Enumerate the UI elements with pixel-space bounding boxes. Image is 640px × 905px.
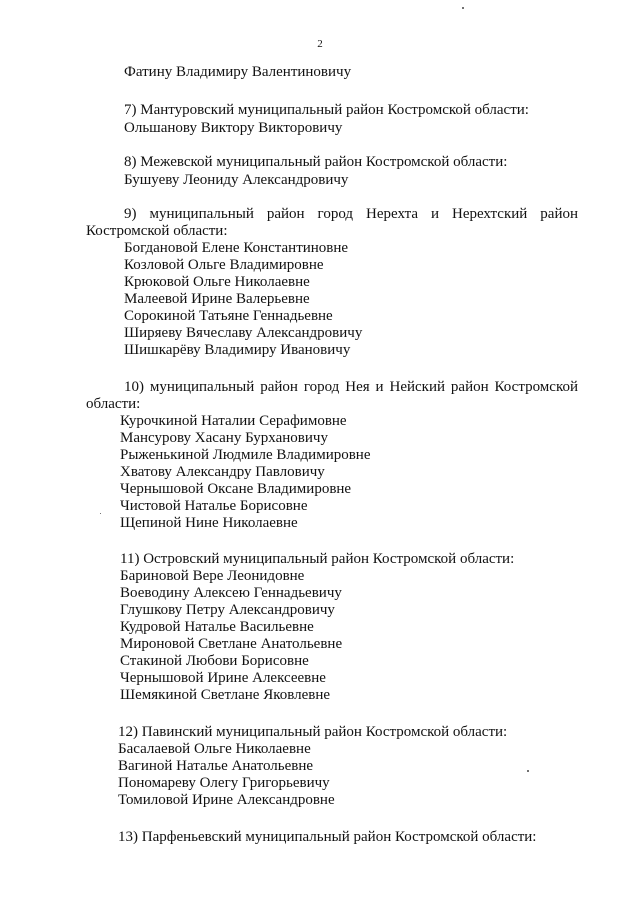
recipient-line: Шишкарёву Владимиру Ивановичу bbox=[124, 342, 351, 358]
recipient-line: Чернышовой Оксане Владимировне bbox=[120, 481, 352, 497]
district-heading: 8) Межевской муниципальный район Костромской области: bbox=[124, 154, 508, 170]
recipient-line: Чистовой Наталье Борисовне bbox=[120, 498, 308, 514]
district-heading: 12) Павинский муниципальный район Костромской области: bbox=[118, 724, 508, 740]
recipient-line: Бариновой Вере Леонидовне bbox=[120, 568, 305, 584]
recipient-line: Бушуеву Леониду Александровичу bbox=[124, 172, 349, 188]
scan-speck bbox=[462, 7, 464, 9]
recipient-line: Хватову Александру Павловичу bbox=[120, 464, 325, 480]
recipient-line: Щепиной Нине Николаевне bbox=[120, 515, 298, 531]
recipient-line: Пономареву Олегу Григорьевичу bbox=[118, 775, 330, 791]
recipient-line: Ширяеву Вячеславу Александровичу bbox=[124, 325, 363, 341]
recipient-line: Крюковой Ольге Николаевне bbox=[124, 274, 310, 290]
recipient-line: Вагиной Наталье Анатольевне bbox=[118, 758, 314, 774]
recipient-line: Козловой Ольге Владимировне bbox=[124, 257, 324, 273]
recipient-line: Стакиной Любови Борисовне bbox=[120, 653, 309, 669]
recipient-line: Мироновой Светлане Анатольевне bbox=[120, 636, 343, 652]
recipient-line: Рыженькиной Людмиле Владимировне bbox=[120, 447, 371, 463]
page-number: 2 bbox=[317, 38, 323, 50]
recipient-line: Басалаевой Ольге Николаевне bbox=[118, 741, 311, 757]
district-heading: 13) Парфеньевский муниципальный район Костромской области: bbox=[118, 829, 537, 845]
recipient-line: Малеевой Ирине Валерьевне bbox=[124, 291, 310, 307]
district-heading: 9) муниципальный район город Нерехта и Нерехтский район bbox=[124, 206, 578, 222]
district-heading: 11) Островский муниципальный район Костромской области: bbox=[120, 551, 515, 567]
recipient-line: Курочкиной Наталии Серафимовне bbox=[120, 413, 347, 429]
recipient-line: Сорокиной Татьяне Геннадьевне bbox=[124, 308, 333, 324]
district-heading-continued: Костромской области: bbox=[86, 223, 228, 239]
recipient-line: Глушкову Петру Александровичу bbox=[120, 602, 335, 618]
recipient-line: Кудровой Наталье Васильевне bbox=[120, 619, 314, 635]
recipient-line: Чернышовой Ирине Алексеевне bbox=[120, 670, 326, 686]
recipient-line: Томиловой Ирине Александровне bbox=[118, 792, 335, 808]
scan-speck bbox=[527, 770, 529, 772]
scan-speck bbox=[100, 513, 101, 514]
recipient-line: Фатину Владимиру Валентиновичу bbox=[124, 64, 352, 80]
recipient-line: Ольшанову Виктору Викторовичу bbox=[124, 120, 343, 136]
recipient-line: Воеводину Алексею Геннадьевичу bbox=[120, 585, 342, 601]
recipient-line: Богдановой Елене Константиновне bbox=[124, 240, 349, 256]
district-heading: 10) муниципальный район город Нея и Нейский район Костромской bbox=[124, 379, 578, 395]
recipient-line: Шемякиной Светлане Яковлевне bbox=[120, 687, 331, 703]
district-heading-continued: области: bbox=[86, 396, 141, 412]
recipient-line: Мансурову Хасану Бурхановичу bbox=[120, 430, 328, 446]
district-heading: 7) Мантуровский муниципальный район Костромской области: bbox=[124, 102, 529, 118]
